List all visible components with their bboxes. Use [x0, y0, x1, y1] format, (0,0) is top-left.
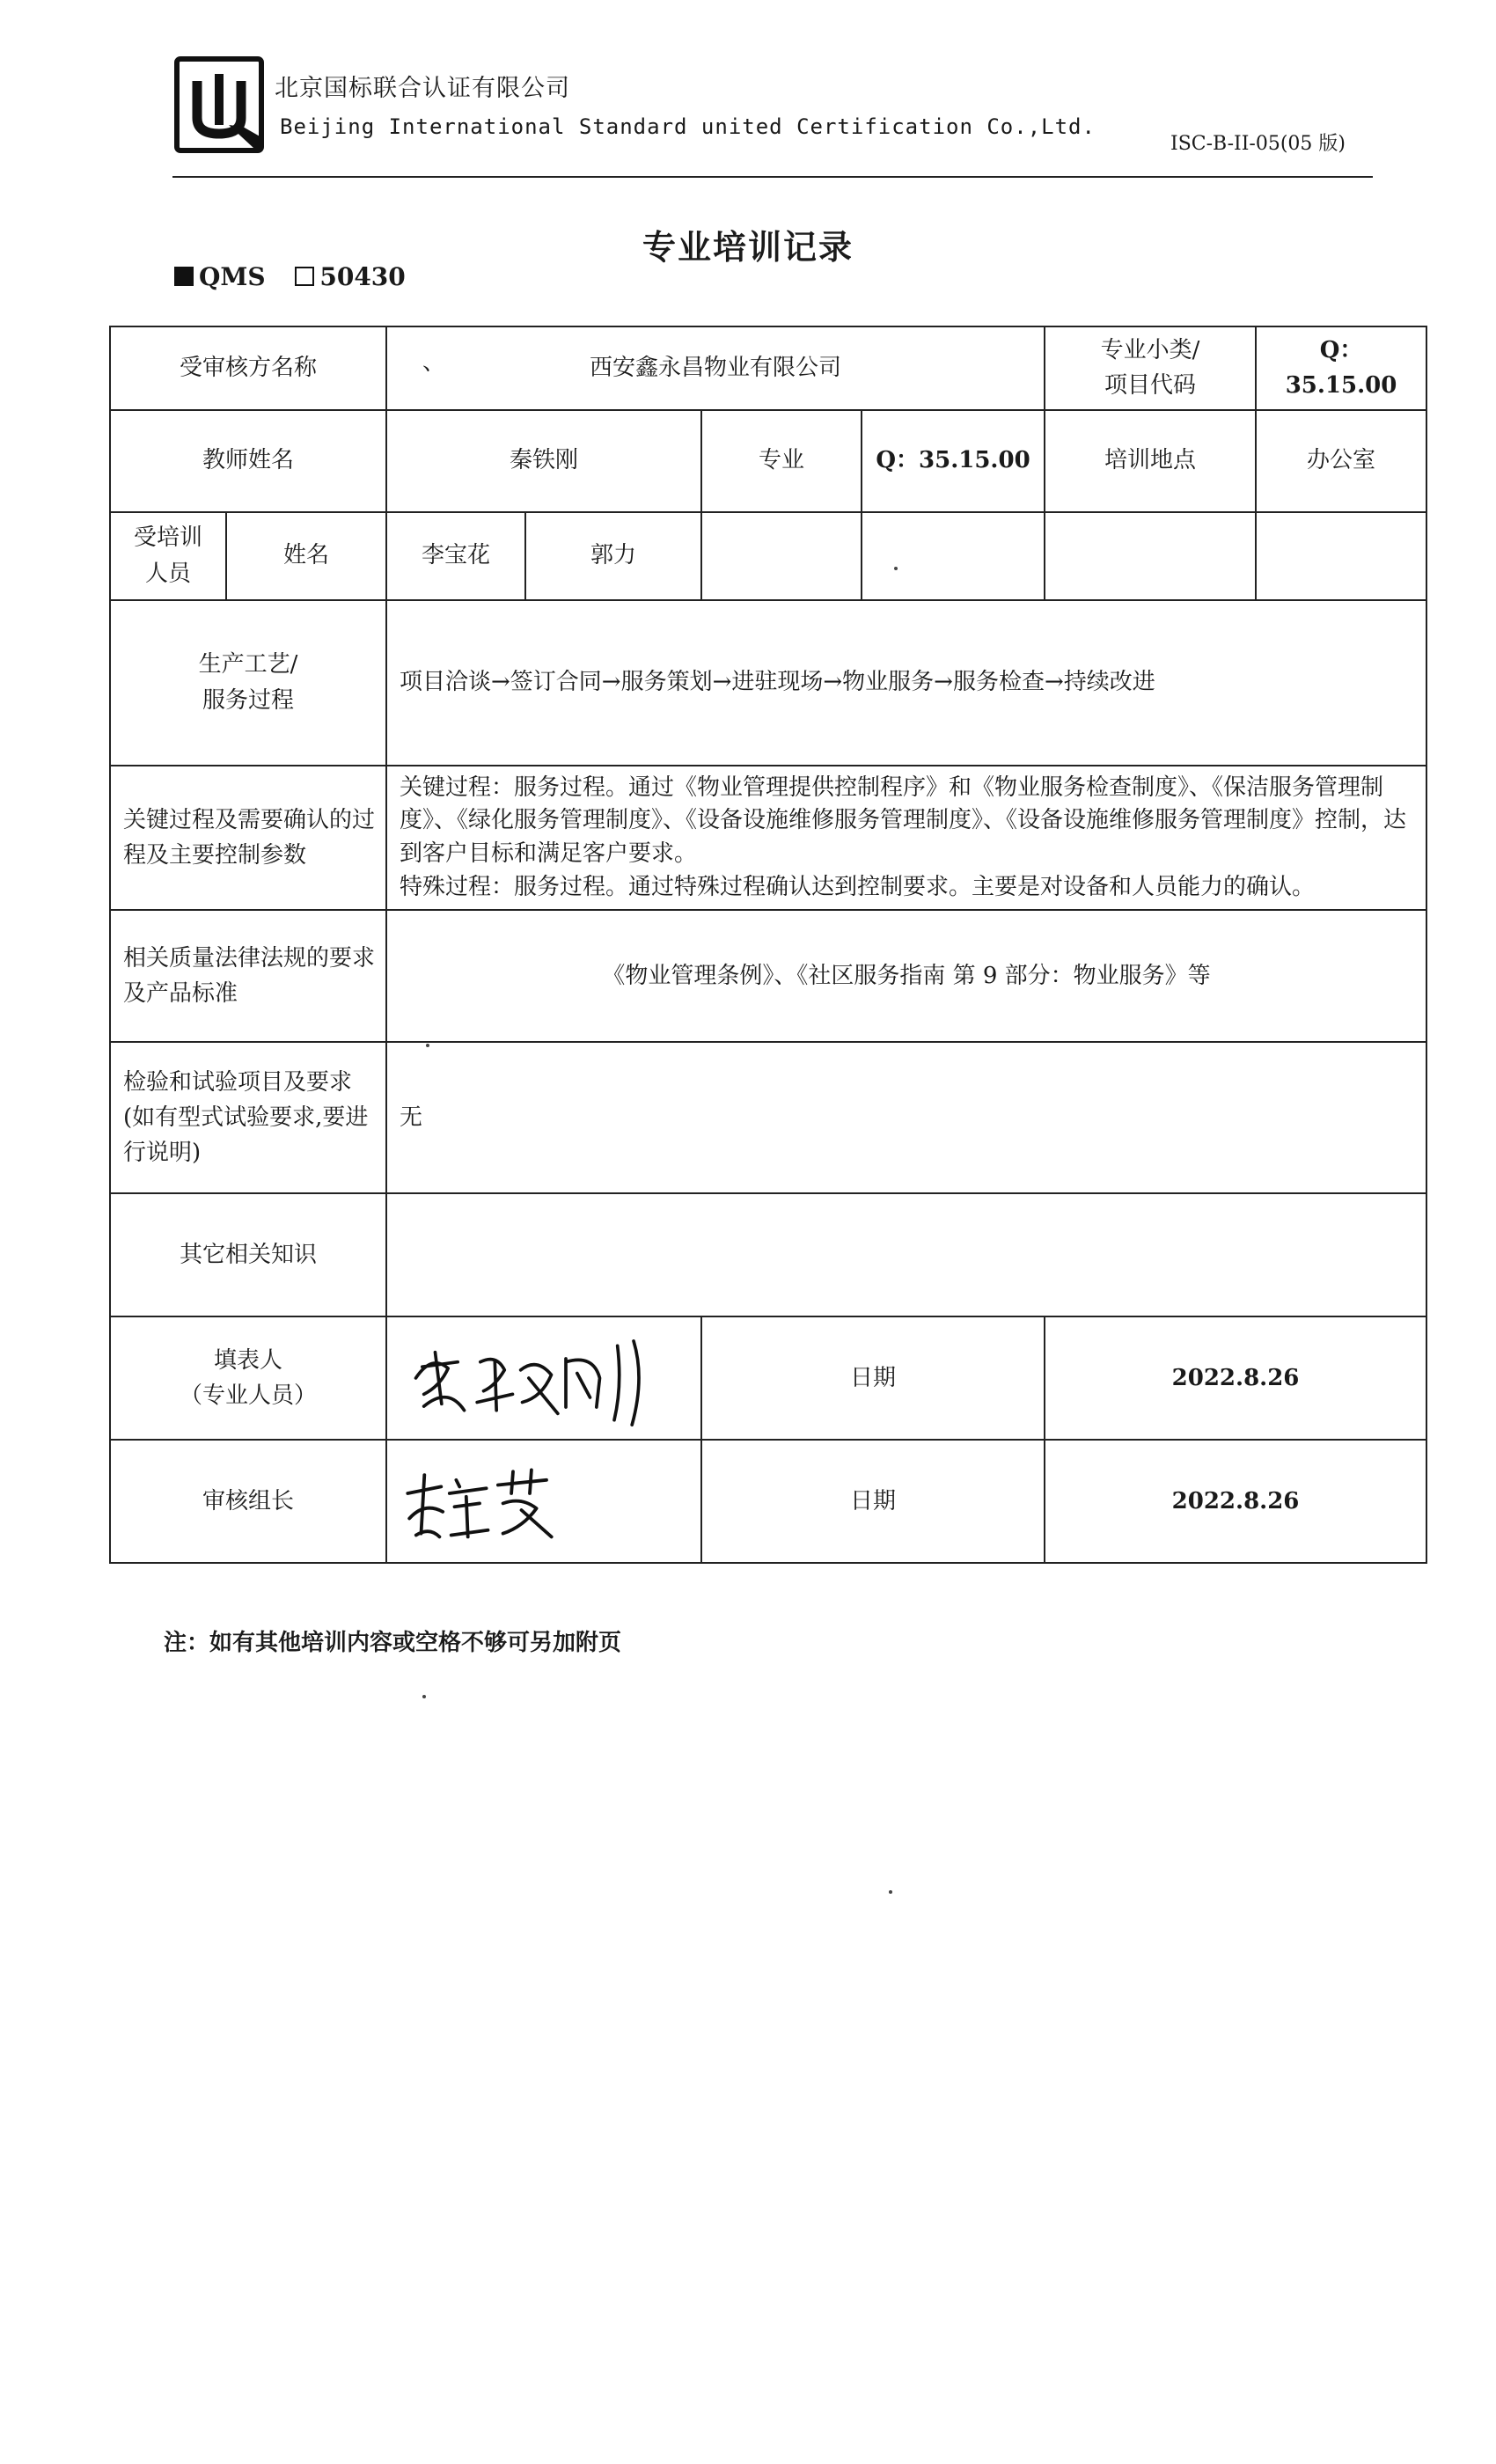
- checkbox-50430[interactable]: [295, 262, 405, 291]
- checked-box-icon: [174, 267, 194, 286]
- row-teacher: [110, 410, 1426, 512]
- header-divider: [172, 176, 1373, 178]
- special-process-text: 特殊过程：服务过程。通过特殊过程确认达到控制要求。主要是对设备和人员能力的确认。: [400, 873, 1316, 900]
- row-filler: [110, 1316, 1426, 1440]
- scan-speck: [422, 1695, 426, 1698]
- document-code: ISC-B-II-05(05 版): [1170, 133, 1346, 155]
- standard-checkboxes: [174, 262, 427, 291]
- auditee-label: 受审核方名称: [110, 326, 386, 410]
- reviewer-signature-icon: [396, 1460, 563, 1544]
- key-process-cell: [386, 766, 1426, 911]
- auditee-mark: 、: [422, 349, 446, 376]
- test-value: 无: [386, 1042, 1426, 1193]
- law-label: 相关质量法律法规的要求及产品标准: [110, 910, 386, 1042]
- reviewer-date-label: 日期: [701, 1440, 1045, 1563]
- checkbox-50430-label: 50430: [319, 262, 406, 291]
- footnote: 注：如有其他培训内容或空格不够可另加附页: [164, 1630, 622, 1656]
- filler-signature-cell: [386, 1316, 701, 1440]
- trainee-empty-4: [1256, 512, 1426, 600]
- reviewer-signature-cell: [386, 1440, 701, 1563]
- scan-speck: [889, 1890, 892, 1894]
- trainee-1: 李宝花: [386, 512, 525, 600]
- row-law: [110, 910, 1426, 1042]
- teacher-label: 教师姓名: [110, 410, 386, 512]
- company-name-en: Beijing International Standard united Certification Co.,Ltd.: [280, 114, 1096, 139]
- training-record-table: [109, 326, 1427, 1564]
- key-process-label: 关键过程及需要确认的过程及主要控制参数: [110, 766, 386, 911]
- unchecked-box-icon: [295, 267, 314, 286]
- row-reviewer: [110, 1440, 1426, 1563]
- row-trainees: [110, 512, 1426, 600]
- process-value: 项目洽谈→签订合同→服务策划→进驻现场→物业服务→服务检查→持续改进: [386, 600, 1426, 766]
- location-label: 培训地点: [1045, 410, 1256, 512]
- trainees-label: 受培训 人员: [110, 512, 226, 600]
- other-label: 其它相关知识: [110, 1193, 386, 1316]
- company-logo-icon: [174, 56, 264, 153]
- filler-date-label: 日期: [701, 1316, 1045, 1440]
- name-label: 姓名: [226, 512, 386, 600]
- reviewer-label: 审核组长: [110, 1440, 386, 1563]
- test-label: 检验和试验项目及要求(如有型式试验要求,要进行说明): [110, 1042, 386, 1193]
- specialty-value: Q：35.15.00: [862, 410, 1045, 512]
- subclass-value: Q：35.15.00: [1256, 326, 1426, 410]
- other-value: [386, 1193, 1426, 1316]
- page-title: 专业培训记录: [642, 227, 854, 267]
- teacher-value: 秦铁刚: [386, 410, 701, 512]
- trainee-empty-2: [862, 512, 1045, 600]
- subclass-label: 专业小类/ 项目代码: [1045, 326, 1256, 410]
- row-process: [110, 600, 1426, 766]
- process-label: 生产工艺/ 服务过程: [110, 600, 386, 766]
- location-value: 办公室: [1256, 410, 1426, 512]
- specialty-label: 专业: [701, 410, 862, 512]
- trainee-empty-1: [701, 512, 862, 600]
- scan-speck: [426, 1044, 429, 1047]
- trainee-empty-3: [1045, 512, 1256, 600]
- scan-speck: [894, 567, 898, 570]
- row-other: [110, 1193, 1426, 1316]
- filler-signature-icon: [396, 1330, 678, 1426]
- row-key-process: [110, 766, 1426, 911]
- checkbox-qms[interactable]: [174, 262, 266, 291]
- law-value: 《物业管理条例》、《社区服务指南 第 9 部分：物业服务》等: [386, 910, 1426, 1042]
- trainee-2: 郭力: [525, 512, 701, 600]
- filler-date: 2022.8.26: [1045, 1316, 1426, 1440]
- row-test: [110, 1042, 1426, 1193]
- company-name-cn: 北京国标联合认证有限公司: [275, 75, 570, 102]
- auditee-cell: [386, 326, 1045, 410]
- key-process-text: 关键过程：服务过程。通过《物业管理提供控制程序》和《物业服务检查制度》、《保洁服务管理制度》、《绿化服务管理制度》、《设备设施维修服务管理制度》、《设备设施维修服务管理制度》控制，达到客户目标和满足客户要求。: [400, 774, 1407, 867]
- auditee-value: 西安鑫永昌物业有限公司: [590, 355, 842, 382]
- checkbox-qms-label: QMS: [199, 262, 266, 291]
- filler-label: 填表人 （专业人员）: [110, 1316, 386, 1440]
- reviewer-date: 2022.8.26: [1045, 1440, 1426, 1563]
- row-auditee: [110, 326, 1426, 410]
